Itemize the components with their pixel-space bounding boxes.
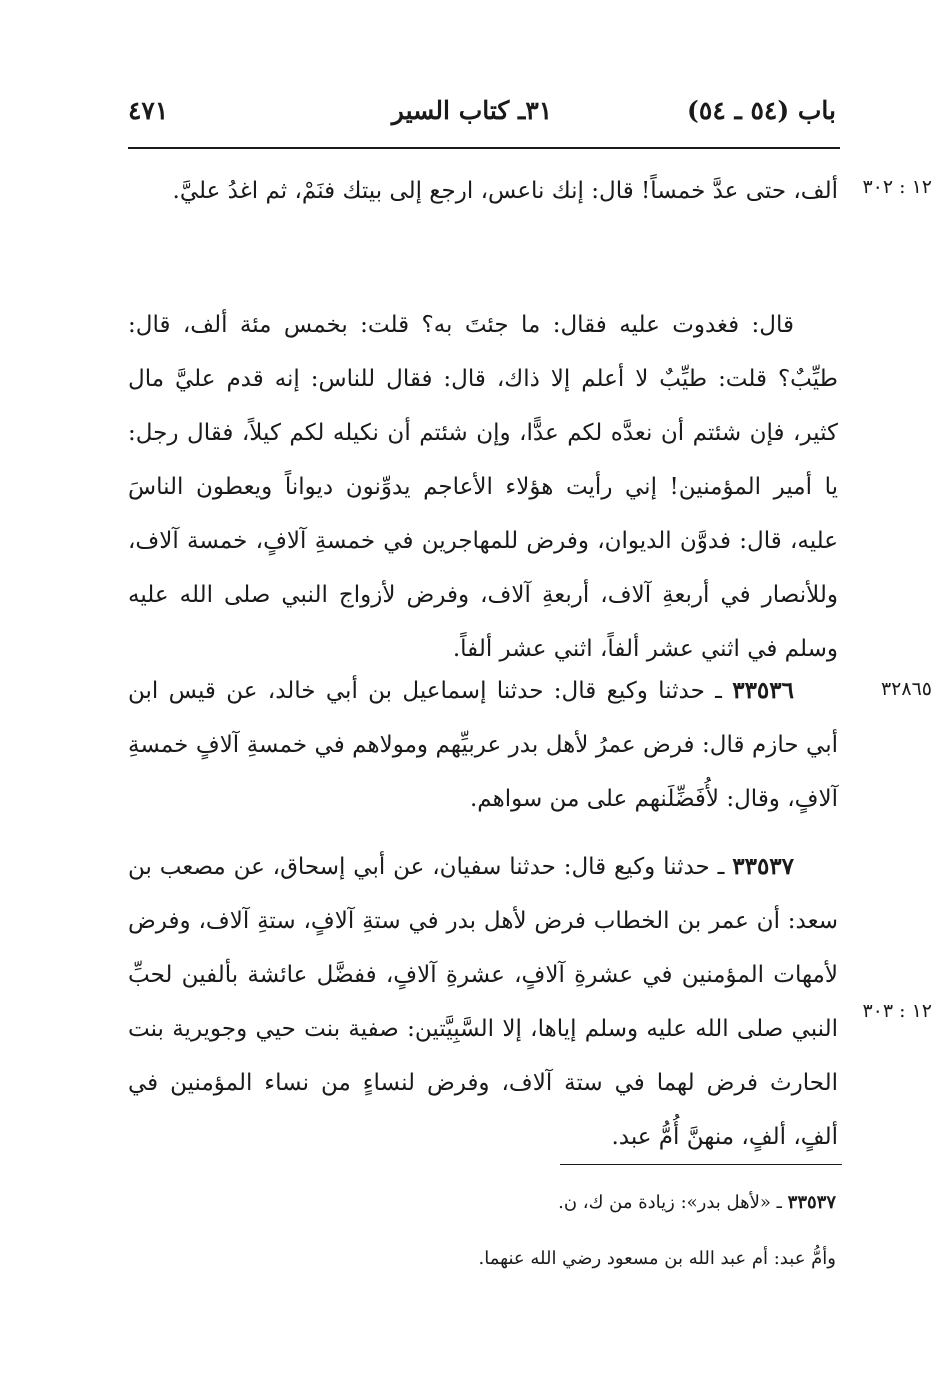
paragraph-text: قال: فغدوت عليه فقال: ما جئتَ به؟ قلت: بخمس مئة ألف، قال: طيِّبٌ؟ قلت: طيِّبٌ لا أعلم إلا ذاك، قال: فقال للناس: إنه قدم عليَّ مال كثير، فإن شئتم أن نعدَّه لكم عدًّا، وإن شئتم أن نكيله لكم كيلاً، فقال رجل: يا أمير المؤمنين! إني رأيت هؤلاء الأعاجم يدوِّنون ديواناً ويعطون الناسَ عليه، قال: فدوَّن الديوان، وفرض للمهاجرين في خمسةِ آلافٍ، خمسة آلاف، وللأنصار في أربعةِ آلاف، أربعةِ آلاف، وفرض لأزواج النبي صلى الله عليه وسلم في اثني عشر ألفاً، اثني عشر ألفاً. xyxy=(128,312,838,662)
paragraph-text: ألف، حتى عدَّ خمساً! قال: إنك ناعس، ارجع إلى بيتك فنَمْ، ثم اغدُ عليَّ. xyxy=(172,178,838,204)
chapter-heading: باب (٥٤ ـ ٥٤) xyxy=(687,96,836,125)
header-rule xyxy=(128,147,840,149)
footnote-text: وأمُّ عبد: أم عبد الله بن مسعود رضي الله عنهما. xyxy=(478,1248,836,1269)
footnote-text: ـ «لأهل بدر»: زيادة من ك، ن. xyxy=(558,1192,782,1213)
footnote xyxy=(479,1248,836,1269)
hadith-number: ٣٣٥٣٧ xyxy=(732,853,795,880)
book-title: ٣١ـ كتاب السير xyxy=(391,96,553,125)
hadith-text: ـ حدثنا وكيع قال: حدثنا سفيان، عن أبي إسحاق، عن مصعب بن سعد: أن عمر بن الخطاب فرض لأهل بدر في ستةِ آلافٍ، ستةِ آلاف، وفرض لأمهات المؤمنين في عشرةِ آلافٍ، عشرةِ آلافٍ، ففضَّل عائشة بألفين لحبِّ النبي صلى الله عليه وسلم إياها، إلا السَّبِيَّتين: صفية بنت حيي وجويرية بنت الحارث فرض لهما في ستة آلاف، وفرض لنساءٍ من نساء المؤمنين في ألفٍ، ألفٍ، منهنَّ أُمُّ عبد. xyxy=(128,854,838,1150)
hadith-text: ـ حدثنا وكيع قال: حدثنا إسماعيل بن أبي خالد، عن قيس ابن أبي حازم قال: فرض عمرُ لأهل بدر عربيِّهم ومولاهم في خمسةِ آلافٍ خمسةِ آلافٍ، وقال: لأُفَضِّلَنهم على من سواهم. xyxy=(128,678,838,812)
hadith-number: ٣٣٥٣٦ xyxy=(732,677,794,704)
footnote-separator xyxy=(560,1164,842,1165)
paragraph xyxy=(128,298,838,676)
hadith-entry xyxy=(128,840,838,1164)
hadith-entry xyxy=(128,664,838,826)
paragraph xyxy=(128,164,838,218)
margin-ref: ١٢ : ٣٠٣ xyxy=(862,1000,932,1022)
margin-ref: ٣٢٨٦٥ xyxy=(880,678,932,700)
page-number: ٤٧١ xyxy=(128,96,169,125)
footnote xyxy=(558,1192,836,1213)
footnote-number: ٣٣٥٣٧ xyxy=(787,1192,836,1213)
margin-ref: ١٢ : ٣٠٢ xyxy=(862,176,932,198)
